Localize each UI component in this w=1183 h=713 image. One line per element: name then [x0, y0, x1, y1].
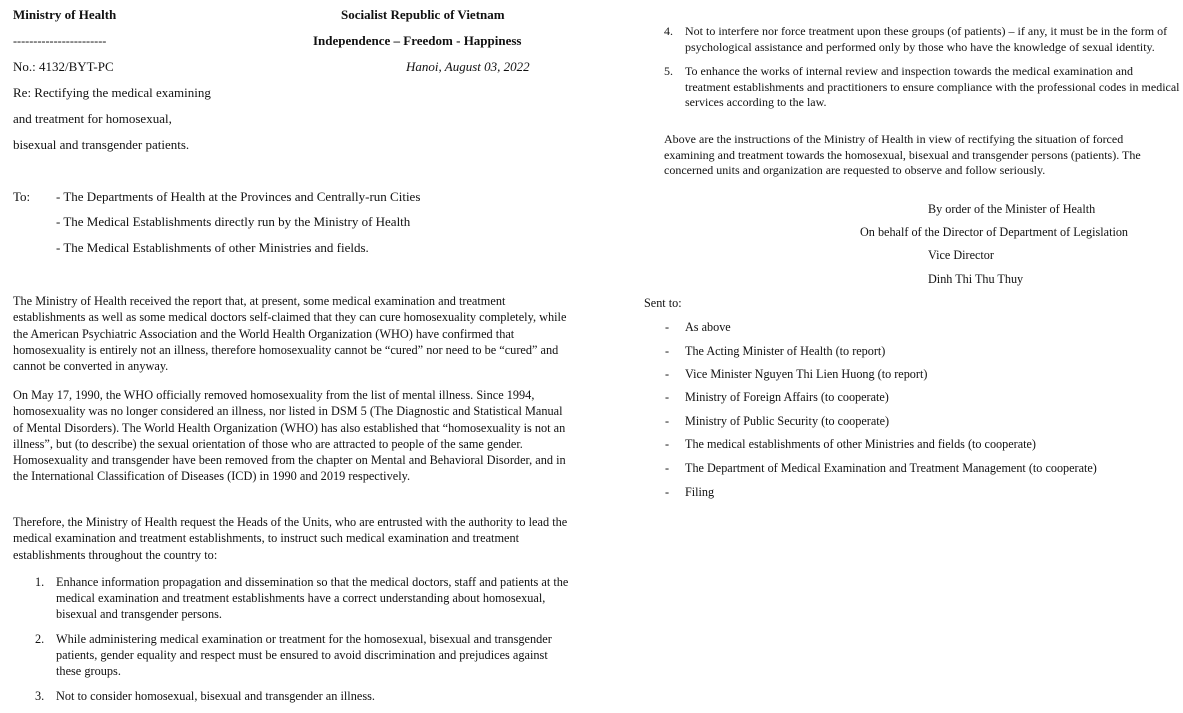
sent-to-dash: -	[665, 485, 670, 499]
place-date: Hanoi, August 03, 2022	[406, 59, 530, 74]
sent-to-item	[665, 484, 715, 500]
national-motto: Independence – Freedom - Happiness	[313, 33, 522, 48]
signature-name: Dinh Thi Thu Thuy	[928, 272, 1024, 286]
sent-to-dash: -	[665, 437, 670, 451]
signature-behalf: On behalf of the Director of Department of Legislation	[860, 225, 1129, 239]
sent-to-text: Vice Minister Nguyen Thi Lien Huong (to report)	[685, 367, 928, 381]
subject-line-1: Re: Rectifying the medical examining	[13, 85, 211, 100]
instruction-number: 5.	[664, 64, 673, 78]
body-paragraph-2: On May 17, 1990, the WHO officially removed homosexuality from the list of mental illness. Since 1994, homosexuality was no longer considered an illness, nor listed in DSM 5 (The Diagnostic and Statistical Manual of Mental Disorders). The World Health Organization (WHO) has also established that “homosexuality is not an illness”, but (to describe) the sexual orientation of those who are attracted to people of the same gender. Homosexuality and transgender have been removed from the chapter on Mental and Behavioral Disorder, and in the International Classification of Diseases (ICD) in 1990 and 2019 respectively.	[13, 388, 566, 484]
sent-to-label: Sent to:	[644, 296, 682, 310]
sent-to-text: The Department of Medical Examination and Treatment Management (to cooperate)	[685, 461, 1097, 475]
instruction-number: 1.	[35, 575, 45, 589]
recipient-item: - The Departments of Health at the Provinces and Centrally-run Cities	[56, 189, 421, 204]
sent-to-item	[665, 413, 890, 429]
signature-order: By order of the Minister of Health	[928, 202, 1096, 216]
sent-to-dash: -	[665, 367, 670, 381]
to-label: To:	[13, 189, 31, 204]
instruction-list-left	[35, 574, 576, 704]
sent-to-text: The medical establishments of other Ministries and fields (to cooperate)	[685, 437, 1036, 451]
recipient-item: - The Medical Establishments directly run by the Ministry of Health	[56, 214, 411, 229]
document-number: No.: 4132/BYT-PC	[13, 59, 114, 74]
sent-to-dash: -	[665, 320, 670, 334]
sent-to-item	[665, 366, 928, 382]
ministry-separator: -----------------------	[13, 34, 107, 48]
closing-paragraph: Above are the instructions of the Ministry of Health in view of rectifying the situation of forced examining and treatment towards the homosexual, bisexual and transgender persons (patients). The concerned units and organization are requested to observe and follow seriously.	[664, 132, 1141, 177]
sent-to-item	[665, 436, 1036, 452]
instruction-number: 4.	[664, 24, 673, 38]
instruction-list-right	[664, 24, 1180, 111]
sent-to-dash: -	[665, 390, 670, 404]
sent-to-text: Filing	[685, 485, 715, 499]
sent-to-text: Ministry of Public Security (to cooperate)	[685, 414, 890, 428]
sent-to-dash: -	[665, 344, 670, 358]
subject-line-3: bisexual and transgender patients.	[13, 137, 190, 152]
instruction-item	[664, 24, 1180, 55]
instruction-item	[35, 631, 576, 679]
sent-to-list	[665, 319, 1165, 509]
instruction-number: 2.	[35, 632, 45, 646]
ministry-name: Ministry of Health	[13, 7, 117, 22]
instruction-text: To enhance the works of internal review and inspection towards the medical examination and treatment establishments and practitioners to ensure compliance with the professional codes in medical services according to the law.	[685, 64, 1180, 109]
body-paragraph-3: Therefore, the Ministry of Health request the Heads of the Units, who are entrusted with the authority to lead the medical examination and treatment establishments, to instruct such medical examination and treatment establishments throughout the country to:	[13, 515, 568, 562]
recipient-item: - The Medical Establishments of other Ministries and fields.	[56, 240, 369, 255]
sent-to-text: As above	[685, 320, 731, 334]
body-paragraph-1: The Ministry of Health received the report that, at present, some medical examination and treatment establishments as well as some medical doctors self-claimed that they can cure homosexuality completely, while the American Psychiatric Association and the World Health Organization (WHO) have confirmed that homosexuality is entirely not an illness, therefore homosexuality cannot be “cured” nor need to be “cured” and cannot be converted in anyway.	[13, 294, 567, 374]
republic-name: Socialist Republic of Vietnam	[341, 7, 505, 22]
sent-to-item	[665, 389, 889, 405]
instruction-text: While administering medical examination or treatment for the homosexual, bisexual and transgender patients, gender equality and respect must be ensured to avoid discrimination and prejudices against these groups.	[56, 632, 552, 678]
signature-title: Vice Director	[928, 248, 994, 262]
instruction-item	[664, 64, 1180, 111]
instruction-text: Not to consider homosexual, bisexual and transgender an illness.	[56, 689, 375, 703]
sent-to-item	[665, 319, 731, 335]
sent-to-dash: -	[665, 461, 670, 475]
instruction-number: 3.	[35, 689, 45, 703]
sent-to-text: Ministry of Foreign Affairs (to cooperate)	[685, 390, 889, 404]
sent-to-item	[665, 460, 1097, 476]
instruction-text: Enhance information propagation and dissemination so that the medical doctors, staff and patients at the medical examination and treatment establishments have a correct understanding about homosexual, bisexual and transgender persons.	[56, 575, 569, 621]
instruction-item	[35, 574, 576, 622]
instruction-item	[35, 688, 576, 704]
sent-to-item	[665, 343, 886, 359]
subject-line-2: and treatment for homosexual,	[13, 111, 172, 126]
sent-to-dash: -	[665, 414, 670, 428]
instruction-text: Not to interfere nor force treatment upon these groups (of patients) – if any, it must be in the form of psychological assistance and performed only by those who have the knowledge of sexual identity.	[685, 24, 1168, 54]
sent-to-text: The Acting Minister of Health (to report)	[685, 344, 886, 358]
